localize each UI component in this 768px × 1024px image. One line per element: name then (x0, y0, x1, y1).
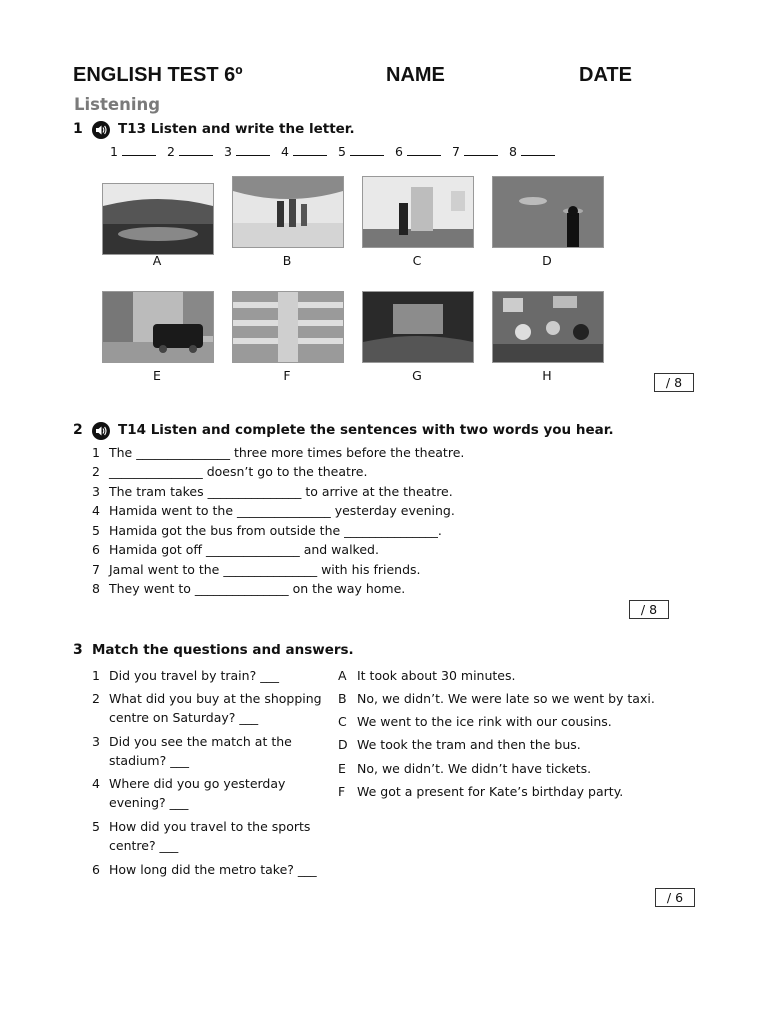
match-answer: B No, we didn’t. We were late so we went by taxi. (338, 691, 655, 706)
answer-blank[interactable]: 6 (395, 144, 452, 159)
answer-blank[interactable]: 5 (338, 144, 395, 159)
test-title: ENGLISH TEST 6º (73, 64, 243, 86)
photo-shopping-centre (232, 291, 344, 363)
question-3-number: 3 (73, 642, 83, 658)
photo-label: G (412, 368, 422, 383)
photo-label: E (153, 368, 161, 383)
photo-label: H (542, 368, 552, 383)
photo-label: B (282, 253, 292, 268)
question-2-number: 2 (73, 422, 83, 438)
sentence-item: 2 _______________ doesn’t go to the theatre. (92, 464, 368, 479)
answer-blank[interactable]: 7 (452, 144, 509, 159)
question-3-title: Match the questions and answers. (92, 642, 354, 658)
section-title: Listening (74, 95, 161, 114)
match-answer: D We took the tram and then the bus. (338, 737, 581, 752)
photo-restaurant (492, 291, 604, 363)
score-box-q2: / 8 (629, 600, 669, 619)
answer-blanks-row (110, 144, 566, 159)
answer-blank[interactable]: 4 (281, 144, 338, 159)
photo-label: F (283, 368, 291, 383)
match-answer: C We went to the ice rink with our cousins. (338, 714, 612, 729)
sentence-item: 1 The _______________ three more times before the theatre. (92, 445, 465, 460)
photo-label: A (152, 253, 162, 268)
photo-label: C (412, 253, 422, 268)
answer-blank[interactable]: 2 (167, 144, 224, 159)
question-1-number: 1 (73, 121, 83, 137)
match-question: 3 Did you see the match at the stadium? ___ (92, 734, 292, 768)
match-question: 1 Did you travel by train? ___ (92, 668, 279, 683)
sentence-item: 6 Hamida got off _______________ and walked. (92, 542, 379, 557)
sentence-item: 4 Hamida went to the _______________ yesterday evening. (92, 503, 455, 518)
sentence-item: 7 Jamal went to the _______________ with his friends. (92, 562, 421, 577)
match-question: 5 How did you travel to the sports centre? ___ (92, 819, 311, 853)
photo-aquarium (492, 176, 604, 248)
photo-gallery (362, 176, 474, 248)
answer-blank[interactable]: 3 (224, 144, 281, 159)
answer-blank[interactable]: 1 (110, 144, 167, 159)
match-answer: F We got a present for Kate’s birthday party. (338, 784, 624, 799)
photo-stadium (102, 183, 214, 255)
match-answer: A It took about 30 minutes. (338, 668, 516, 683)
answer-blank[interactable]: 8 (509, 144, 566, 159)
photo-street-taxi (102, 291, 214, 363)
score-box-q3: / 6 (655, 888, 695, 907)
match-question: 2 What did you buy at the shopping centre on Saturday? ___ (92, 691, 322, 725)
name-label: NAME (386, 64, 445, 86)
sentence-item: 3 The tram takes _______________ to arrive at the theatre. (92, 484, 453, 499)
audio-speaker-icon[interactable] (92, 422, 110, 440)
match-answer: E No, we didn’t. We didn’t have tickets. (338, 761, 592, 776)
date-label: DATE (579, 64, 632, 86)
photo-theatre (362, 291, 474, 363)
audio-speaker-icon[interactable] (92, 121, 110, 139)
match-question: 6 How long did the metro take? ___ (92, 862, 317, 877)
question-1-title: T13 Listen and write the letter. (118, 121, 355, 137)
sentence-item: 8 They went to _______________ on the way home. (92, 581, 406, 596)
sentence-item: 5 Hamida got the bus from outside the _______________. (92, 523, 442, 538)
photo-label: D (542, 253, 552, 268)
question-2-title: T14 Listen and complete the sentences with two words you hear. (118, 422, 614, 438)
score-box-q1: / 8 (654, 373, 694, 392)
photo-ice-rink (232, 176, 344, 248)
match-question: 4 Where did you go yesterday evening? ___ (92, 776, 286, 810)
